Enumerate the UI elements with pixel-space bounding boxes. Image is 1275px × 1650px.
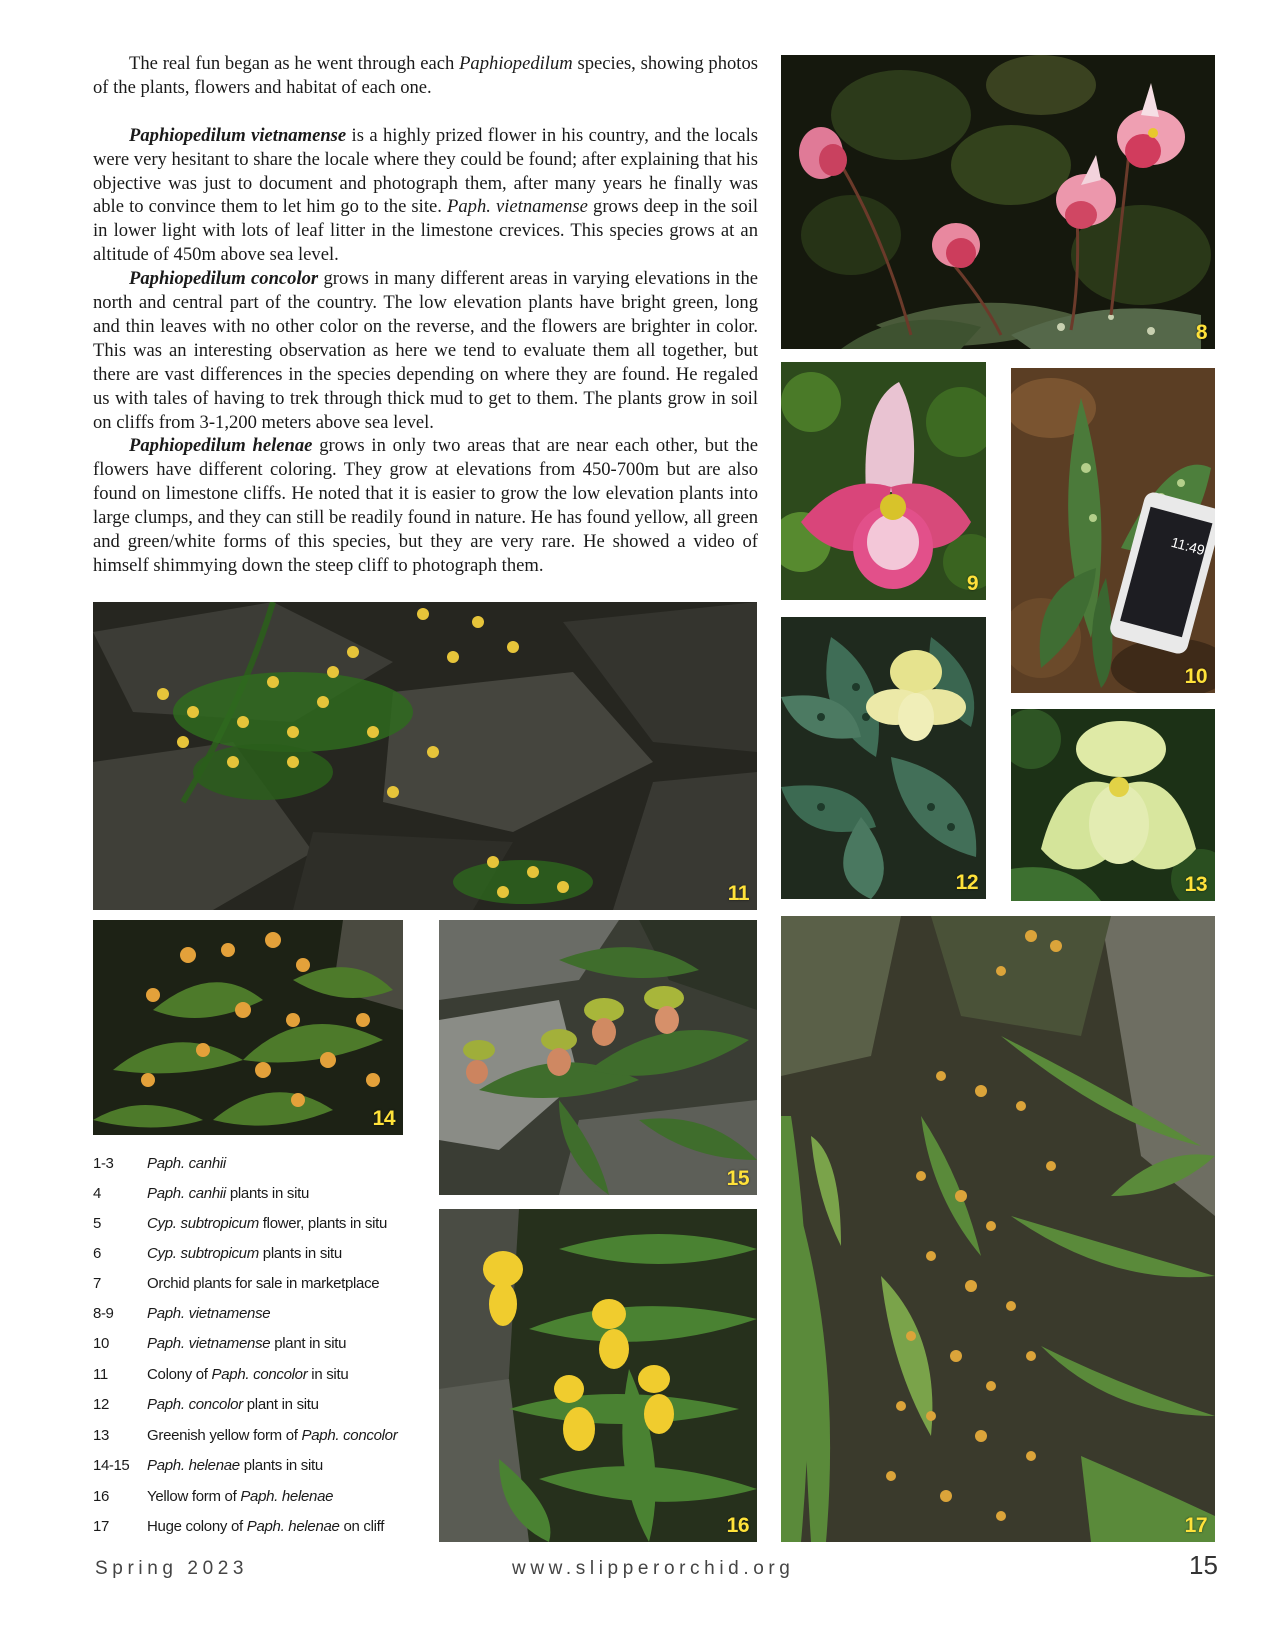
pink-orchid-illustration: [781, 55, 1215, 349]
paragraph-intro: The real fun began as he went through each Paphiopedilum species, showing photos of the plants, flowers and habitat of each one.: [93, 53, 758, 98]
caption-text: Cyp. subtropicum plants in situ: [147, 1245, 342, 1262]
article-body: [93, 52, 758, 578]
photo-number-8: 8: [1195, 321, 1207, 344]
page-number: 15: [1189, 1550, 1218, 1580]
caption-number: 10: [93, 1335, 109, 1352]
caption-number: 14-15: [93, 1457, 130, 1474]
mottled-leaves-illustration: [781, 617, 986, 899]
caption-text: Paph. concolor plant in situ: [147, 1396, 319, 1413]
caption-number: 16: [93, 1488, 109, 1505]
photo-16-yellow-form: [439, 1209, 757, 1542]
photo-number-13: 13: [1184, 873, 1207, 896]
caption-text: Cyp. subtropicum flower, plants in situ: [147, 1215, 388, 1232]
caption-number: 8-9: [93, 1305, 114, 1322]
caption-text: Orchid plants for sale in marketplace: [147, 1275, 380, 1292]
photo-number-11: 11: [727, 882, 749, 905]
paragraph-concolor: Paphiopedilum concolor grows in many different areas in varying elevations in the north and central part of the country. The low elevation plants have bright green, long and thin leaves with no other color on the reverse, and the flowers are brighter in color. This was an interesting observation as here we tend to evaluate them all together, but there are vast differences in the species depending on where they are found. He regaled us with tales of having to trek through thick mud to get to them. The plants grow in soil on cliffs from 3-1,200 meters above sea level.: [93, 268, 758, 433]
caption-text: Huge colony of Paph. helenae on cliff: [147, 1518, 385, 1535]
caption-number: 11: [93, 1366, 108, 1383]
paragraph-helenae: Paphiopedilum helenae grows in only two areas that are near each other, but the flowers have different coloring. They grow at elevations from 450-700m but are also found on limestone cliffs. He noted that it is easier to grow the low elevation plants into large clumps, and they can still be readily found in nature. He has found yellow, all green and green/white forms of this species, but they are very rare. He showed a video of himself shimmying down the steep cliff to photograph them.: [93, 435, 758, 577]
caption-number: 7: [93, 1275, 101, 1292]
photo-15-paph-helenae: [439, 920, 757, 1195]
photo-12-paph-concolor: [781, 617, 986, 899]
photo-8-paph-vietnamense: [781, 55, 1215, 349]
photo-number-14: 14: [372, 1107, 395, 1130]
cliff-colony-illustration: [781, 916, 1215, 1542]
photo-9-paph-vietnamense: [781, 362, 986, 600]
caption-text: Paph. canhii: [147, 1155, 226, 1172]
caption-text: Paph. vietnamense: [147, 1305, 271, 1322]
yellow-flower-illustration: [439, 1209, 757, 1542]
caption-text: Paph. helenae plants in situ: [147, 1457, 323, 1474]
photo-11-colony-concolor: [93, 602, 757, 910]
photo-13-greenish-yellow-form: [1011, 709, 1215, 901]
caption-number: 5: [93, 1215, 101, 1232]
caption-number: 17: [93, 1518, 109, 1535]
footer-website-link[interactable]: www.slipperorchid.org: [512, 1558, 795, 1579]
caption-number: 12: [93, 1396, 109, 1413]
caption-number: 13: [93, 1427, 109, 1444]
pink-flower-closeup-illustration: [781, 362, 986, 600]
photo-number-9: 9: [966, 572, 978, 595]
caption-text: Yellow form of Paph. helenae: [147, 1488, 334, 1505]
paragraph-vietnamense: Paphiopedilum vietnamense is a highly prized flower in his country, and the locals were very hesitant to share the locale where they could be found; after explaining that his objective was just to document and photograph them, after many years he finally was able to convince them to let him go to the site. Paph. vietnamense grows deep in the soil in lower light with lots of leaf litter in the limestone crevices. This species grows at an altitude of 450m above sea level.: [93, 124, 758, 266]
photo-number-10: 10: [1184, 665, 1207, 688]
photo-14-paph-helenae: [93, 920, 403, 1135]
photo-number-17: 17: [1184, 1514, 1207, 1537]
photo-17-huge-colony: [781, 916, 1215, 1542]
rock-colony-illustration: [93, 602, 757, 910]
caption-text: Colony of Paph. concolor in situ: [147, 1366, 349, 1383]
caption-number: 1-3: [93, 1155, 114, 1172]
caption-number: 4: [93, 1185, 101, 1202]
leaves-and-phone-illustration: [1011, 368, 1215, 693]
caption-text: Paph. vietnamense plant in situ: [147, 1335, 347, 1352]
phone-clock: 11:49: [1169, 533, 1207, 559]
photo-10-plant-in-situ: [1011, 368, 1215, 693]
caption-text: Greenish yellow form of Paph. concolor: [147, 1427, 398, 1444]
caption-text: Paph. canhii plants in situ: [147, 1185, 310, 1202]
photo-number-12: 12: [955, 871, 978, 894]
photo-number-15: 15: [726, 1167, 749, 1190]
caption-number: 6: [93, 1245, 101, 1262]
photo-number-16: 16: [726, 1514, 749, 1537]
footer-issue: Spring 2023: [95, 1558, 249, 1579]
helenae-clump-illustration: [93, 920, 403, 1135]
helenae-rock-illustration: [439, 920, 757, 1195]
